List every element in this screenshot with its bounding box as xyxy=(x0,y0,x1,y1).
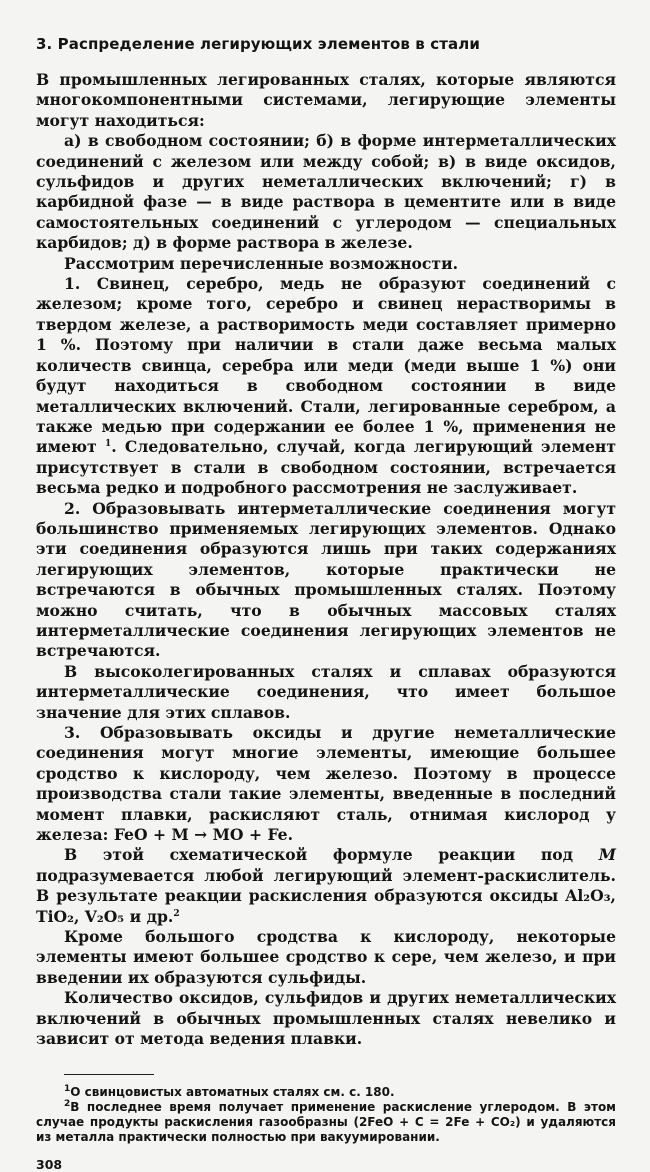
footnote-1-text: О свинцовистых автоматных сталях см. с. 180. xyxy=(70,1084,395,1099)
paragraph-2: 2. Образовывать интерметаллические соединения могут большинство применяемых легирующих элементов. Однако эти соединения образуются лишь при таких содержаниях легирующих элементов, которые практически не встречаются в обычных промышленных сталях. Поэтому можно считать, что в обычных массовых сталях интерметаллические соединения легирующих элементов не встречаются. xyxy=(36,498,616,661)
intro-paragraph: В промышленных легированных сталях, которые являются многокомпонентными системами, легирующие элементы могут находиться: xyxy=(36,70,616,130)
footnote-divider xyxy=(64,1074,154,1075)
reaction-formula: FeO + M → MO + Fe. xyxy=(113,825,294,845)
footnote-2 xyxy=(36,1100,616,1145)
footnote-ref-2: 2 xyxy=(173,908,180,919)
paragraph-3 xyxy=(36,723,616,845)
paragraph-3-text: 3. Образовывать оксиды и другие неметаллические соединения могут многие элементы, имеющие большее сродство к кислороду, чем железо. Поэтому в процессе производства стали такие элементы, введенные в последний момент плавки, раскисляют сталь, отнимая кислород у железа: xyxy=(36,723,616,845)
paragraph-4-post: подразумевается любой легирующий элемент-раскислитель. В результате реакции раскисления образуются оксиды xyxy=(36,865,616,906)
consider-paragraph: Рассмотрим перечисленные возможности. xyxy=(64,253,459,273)
paragraph-2b: В высоколегированных сталях и сплавах образуются интерметаллические соединения, что имеет большое значение для этих сплавов. xyxy=(36,661,616,722)
symbol-m: M xyxy=(598,845,616,865)
footnote-1-marker: 1 xyxy=(64,1083,71,1094)
paragraph-4 xyxy=(36,845,616,927)
paragraph-5: Кроме большого сродства к кислороду, некоторые элементы имеют большее сродство к сере, чем железо, и при введении их образуются сульфиды. xyxy=(36,927,616,987)
paragraph-6: Количество оксидов, сульфидов и других неметаллических включений в обычных промышленных сталях невелико и зависит от метода ведения плавки. xyxy=(36,988,616,1049)
paragraph-1 xyxy=(36,274,616,498)
footnote-ref-1: 1 xyxy=(104,439,112,450)
forms-list-paragraph: а) в свободном состоянии; б) в форме интерметаллических соединений с железом или между собой; в) в виде оксидов, сульфидов и других неметаллических включений; г) в карбидной фазе — в виде раствора в цементите или в виде самостоятельных соединений с углеродом — специальных карбидов; д) в форме раствора в железе. xyxy=(36,131,616,253)
paragraph-4-end: и др. xyxy=(129,906,174,926)
paragraph-1-tail: . Следовательно, случай, когда легирующий элемент присутствует в стали в свободном состоянии, встречается весьма редко и подробного рассмотрения не заслуживает. xyxy=(36,437,616,498)
paragraph-4-pre: В этой схематической формуле реакции под xyxy=(64,845,574,865)
paragraph-1-text: 1. Свинец, серебро, медь не образуют соединений с железом; кроме того, серебро и свинец нерастворимы в твердом железе, а растворимость меди составляет примерно 1 %. Поэтому при наличии в стали даже весьма малых количеств свинца, серебра или меди (меди выше 1 %) они будут находиться в свободном состоянии в виде металлических включений. Стали, легированные серебром, а также медью при содержании ее более 1 %, применения не имеют xyxy=(36,274,616,457)
oxides-formula: Al₂O₃, TiO₂, V₂O₅ xyxy=(36,886,616,926)
footnotes xyxy=(36,1085,616,1145)
footnote-2-text: В последнее время получает применение раскисление углеродом. В этом случае продукты раскисления газообразны (2FeO + C = 2Fe + CO₂) и удаляются из металла практически полностью при вакуумировании. xyxy=(36,1099,616,1144)
footnote-1 xyxy=(36,1085,616,1100)
body-text xyxy=(36,70,616,1050)
footnote-2-marker: 2 xyxy=(64,1098,71,1109)
section-heading: 3. Распределение легирующих элементов в стали xyxy=(36,35,480,53)
page-number: 308 xyxy=(36,1156,63,1172)
